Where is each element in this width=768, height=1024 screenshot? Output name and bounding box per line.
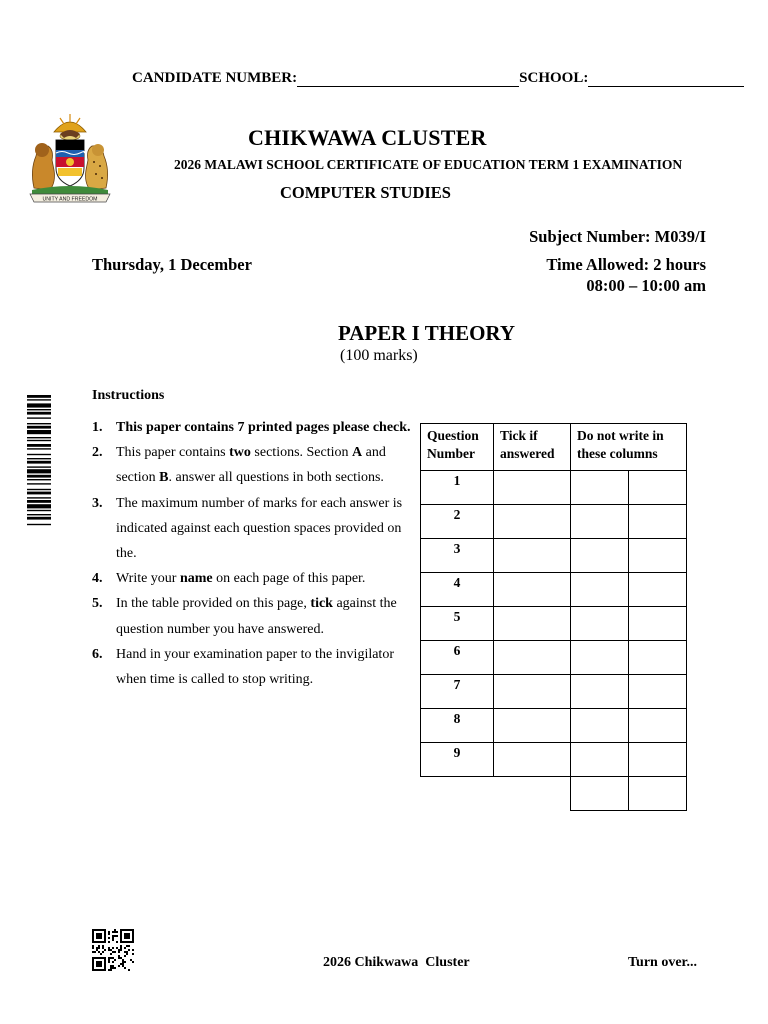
qr-code-icon — [92, 929, 134, 971]
instruction-text: two — [229, 445, 251, 461]
question-number-cell: 8 — [421, 709, 494, 743]
tick-cell[interactable] — [494, 709, 571, 743]
table-row — [421, 607, 687, 641]
instruction-text: Write your — [116, 571, 180, 587]
tick-cell[interactable] — [494, 539, 571, 573]
instruction-text: tick — [310, 596, 333, 612]
exam-date: Thursday, 1 December — [92, 255, 252, 274]
time-allowed: Time Allowed: 2 hours — [546, 255, 706, 274]
candidate-number-label: CANDIDATE NUMBER: — [132, 70, 298, 86]
footer-turn-over: Turn over... — [628, 955, 697, 970]
total-cell — [629, 777, 687, 811]
instruction-number: 1. — [92, 420, 103, 435]
paper-marks: (100 marks) — [340, 347, 418, 364]
question-number-cell: 3 — [421, 539, 494, 573]
question-number-cell: 9 — [421, 743, 494, 777]
instructions-heading: Instructions — [92, 388, 165, 403]
question-number-cell: 5 — [421, 607, 494, 641]
school-label: SCHOOL: — [519, 70, 589, 86]
barcode-icon — [27, 395, 51, 575]
instruction-text: . answer all questions in both sections. — [168, 470, 384, 486]
instruction-text: sections. Section — [250, 445, 353, 461]
instruction-text: This paper contains 7 printed pages please check. — [116, 420, 411, 435]
time-range: 08:00 – 10:00 am — [586, 276, 706, 295]
examiner-cell — [629, 573, 687, 607]
table-spacer — [421, 777, 571, 811]
instruction-text: Hand in your examination paper to the invigilator when time is called to stop writing. — [116, 646, 394, 688]
table-row — [421, 709, 687, 743]
tick-cell[interactable] — [494, 675, 571, 709]
cluster-title: CHIKWAWA CLUSTER — [248, 125, 487, 150]
instruction-text: and section — [116, 445, 386, 486]
instruction-text: against the question number you have answered. — [116, 596, 397, 637]
examiner-cell — [571, 607, 629, 641]
column-header-examiner: Do not write in these columns — [571, 424, 687, 471]
table-row — [421, 505, 687, 539]
question-number-cell: 2 — [421, 505, 494, 539]
column-header-tick: Tick if answered — [494, 424, 571, 471]
instruction-number: 3. — [92, 495, 103, 511]
instruction-text: on each page of this paper. — [212, 571, 366, 587]
examiner-cell — [629, 641, 687, 675]
examiner-cell — [629, 743, 687, 777]
instruction-text: This paper contains — [116, 445, 230, 461]
table-total-row — [421, 777, 687, 811]
question-number-cell: 4 — [421, 573, 494, 607]
examiner-cell — [571, 539, 629, 573]
examiner-cell — [629, 607, 687, 641]
examiner-cell — [571, 573, 629, 607]
table-row — [421, 743, 687, 777]
tick-cell[interactable] — [494, 573, 571, 607]
subject-name: COMPUTER STUDIES — [280, 183, 451, 202]
tick-cell[interactable] — [494, 471, 571, 505]
crest-motto: UNITY AND FREEDOM — [42, 196, 98, 203]
instruction-item — [92, 415, 418, 440]
examiner-cell — [571, 505, 629, 539]
examiner-cell — [629, 675, 687, 709]
instruction-number: 5. — [92, 596, 103, 612]
table-row — [421, 539, 687, 573]
candidate-number-blank[interactable] — [297, 71, 519, 87]
instructions-list — [92, 415, 418, 692]
instruction-number: 4. — [92, 571, 103, 587]
table-header-row — [421, 424, 687, 471]
paper-title: PAPER I THEORY — [338, 321, 516, 345]
instruction-item — [92, 591, 418, 641]
instruction-text: In the table provided on this page, — [116, 596, 311, 612]
instruction-number: 2. — [92, 445, 103, 461]
table-row — [421, 675, 687, 709]
total-cell — [571, 777, 629, 811]
table-row — [421, 471, 687, 505]
examiner-cell — [629, 709, 687, 743]
tick-cell[interactable] — [494, 607, 571, 641]
examiner-cell — [571, 743, 629, 777]
tick-cell[interactable] — [494, 641, 571, 675]
examiner-cell — [571, 675, 629, 709]
coat-of-arms-icon — [24, 110, 116, 206]
footer-cluster: 2026 Chikwawa Cluster — [323, 955, 470, 970]
examiner-cell — [571, 471, 629, 505]
examiner-cell — [571, 641, 629, 675]
table-row — [421, 573, 687, 607]
instruction-item — [92, 642, 418, 692]
instruction-number: 6. — [92, 646, 103, 662]
answer-table — [420, 423, 687, 811]
column-header-question: Question Number — [421, 424, 494, 471]
question-number-cell: 1 — [421, 471, 494, 505]
instruction-item — [92, 491, 418, 567]
subject-number: Subject Number: M039/I — [529, 227, 706, 246]
school-blank[interactable] — [588, 71, 744, 87]
tick-cell[interactable] — [494, 505, 571, 539]
exam-name: 2026 MALAWI SCHOOL CERTIFICATE OF EDUCATION TERM 1 EXAMINATION — [174, 157, 683, 172]
examiner-cell — [629, 505, 687, 539]
table-row — [421, 641, 687, 675]
instruction-item — [92, 440, 418, 490]
question-number-cell: 7 — [421, 675, 494, 709]
examiner-cell — [629, 471, 687, 505]
instruction-text: The maximum number of marks for each answer is indicated against each question spaces provided on the. — [116, 495, 403, 562]
instruction-text: A — [352, 445, 363, 461]
candidate-school-line — [132, 70, 744, 87]
instruction-item — [92, 566, 418, 591]
instruction-text: B — [159, 470, 169, 486]
question-number-cell: 6 — [421, 641, 494, 675]
examiner-cell — [629, 539, 687, 573]
instruction-text: name — [179, 571, 213, 587]
tick-cell[interactable] — [494, 743, 571, 777]
examiner-cell — [571, 709, 629, 743]
